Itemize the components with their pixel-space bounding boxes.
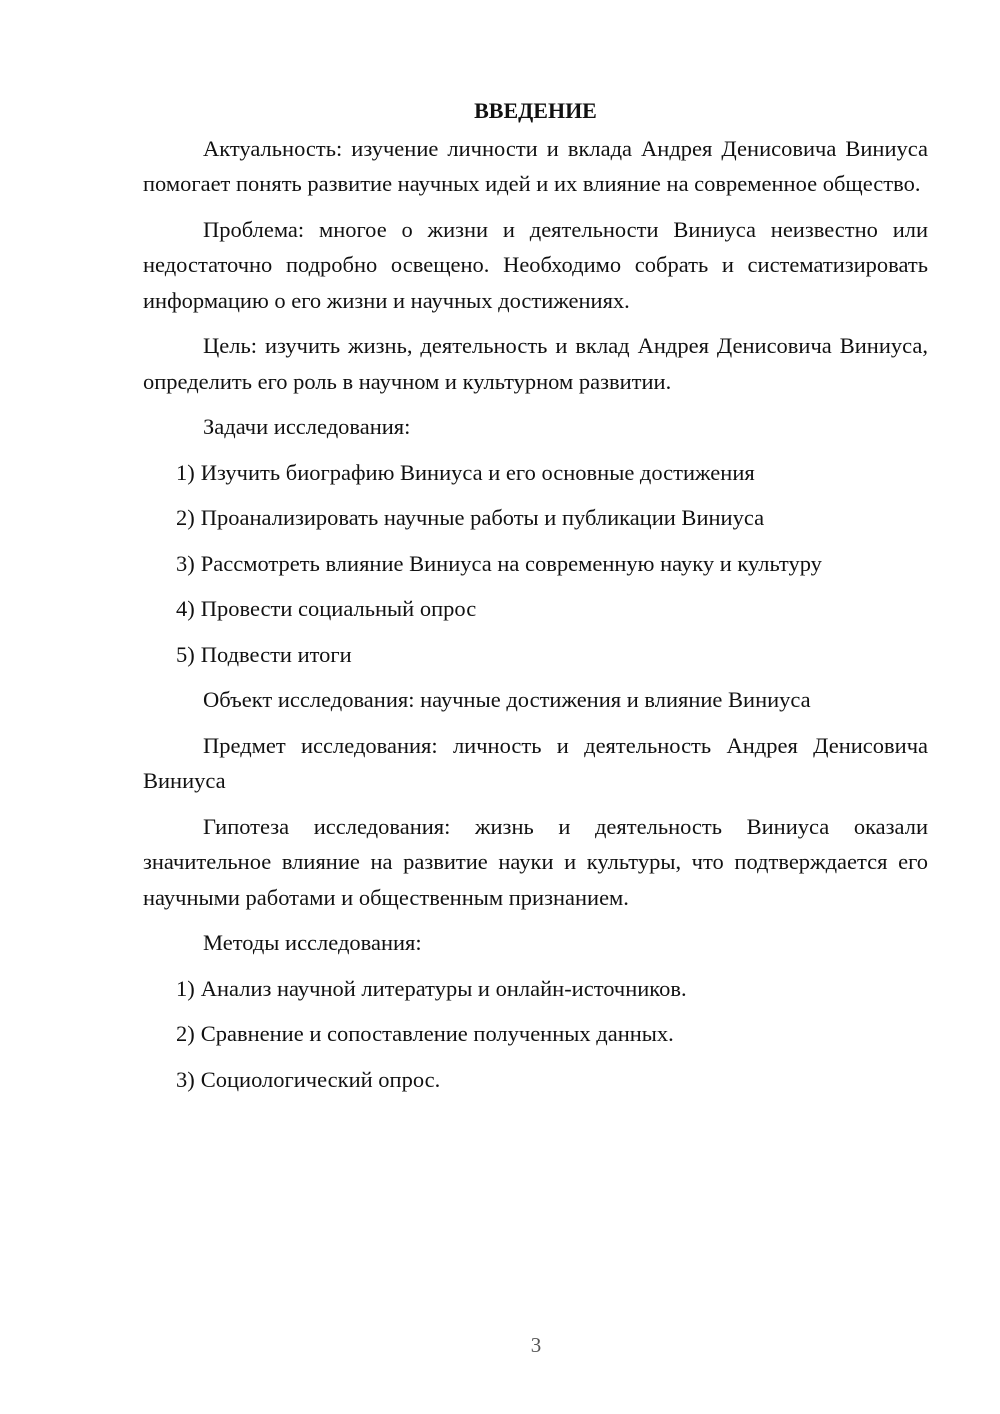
list-item-text: Провести социальный опрос [200,596,477,621]
methods-heading: Методы исследования: [203,930,422,955]
list-item-number: 3) [176,1066,195,1092]
list-item [143,546,928,582]
list-item-number: 5) [176,641,195,667]
list-item [143,500,928,536]
goal-paragraph: Цель: изучить жизнь, деятельность и вклад Андрея Денисовича Виниуса, определить его роль в научном и культурном развитии. [143,333,928,394]
problem-paragraph: Проблема: многое о жизни и деятельности Виниуса неизвестно или недостаточно подробно освещено. Необходимо собрать и систематизировать информацию о его жизни и научных достижениях. [143,216,928,313]
list-item-number: 2) [176,505,195,530]
object-paragraph: Объект исследования: научные достижения и влияние Виниуса [203,687,811,712]
page-number: 3 [530,1333,542,1357]
section-title: ВВЕДЕНИЕ [474,98,597,123]
list-item-text: Изучить биографию Виниуса и его основные достижения [200,459,755,485]
hypothesis-paragraph: Гипотеза исследования: жизнь и деятельность Виниуса оказали значительное влияние на развитие науки и культуры, что подтверждается его научными работами и общественным признанием. [143,813,928,910]
list-item [143,637,928,673]
list-item [143,971,928,1007]
list-item-number: 1) [176,459,195,485]
list-item-text: Подвести итоги [200,641,352,667]
list-item [143,455,928,491]
relevance-paragraph: Актуальность: изучение личности и вклада Андрея Денисовича Виниуса помогает понять развитие научных идей и их влияние на современное общество. [143,135,928,196]
list-item-text: Социологический опрос. [200,1066,441,1092]
tasks-heading: Задачи исследования: [203,414,411,439]
list-item-number: 3) [176,550,195,576]
list-item [143,1016,928,1052]
list-item-text: Сравнение и сопоставление полученных данных. [200,1021,674,1046]
list-item [143,1062,928,1098]
page-content [143,93,928,1107]
list-item-text: Проанализировать научные работы и публикации Виниуса [200,505,765,530]
list-item-text: Анализ научной литературы и онлайн-источников. [200,975,687,1001]
list-item-text: Рассмотреть влияние Виниуса на современную науку и культуру [200,550,822,576]
list-item-number: 2) [176,1021,195,1046]
list-item-number: 4) [176,596,195,621]
list-item-number: 1) [176,975,195,1001]
subject-paragraph: Предмет исследования: личность и деятельность Андрея Денисовича Виниуса [143,732,928,793]
list-item [143,591,928,627]
